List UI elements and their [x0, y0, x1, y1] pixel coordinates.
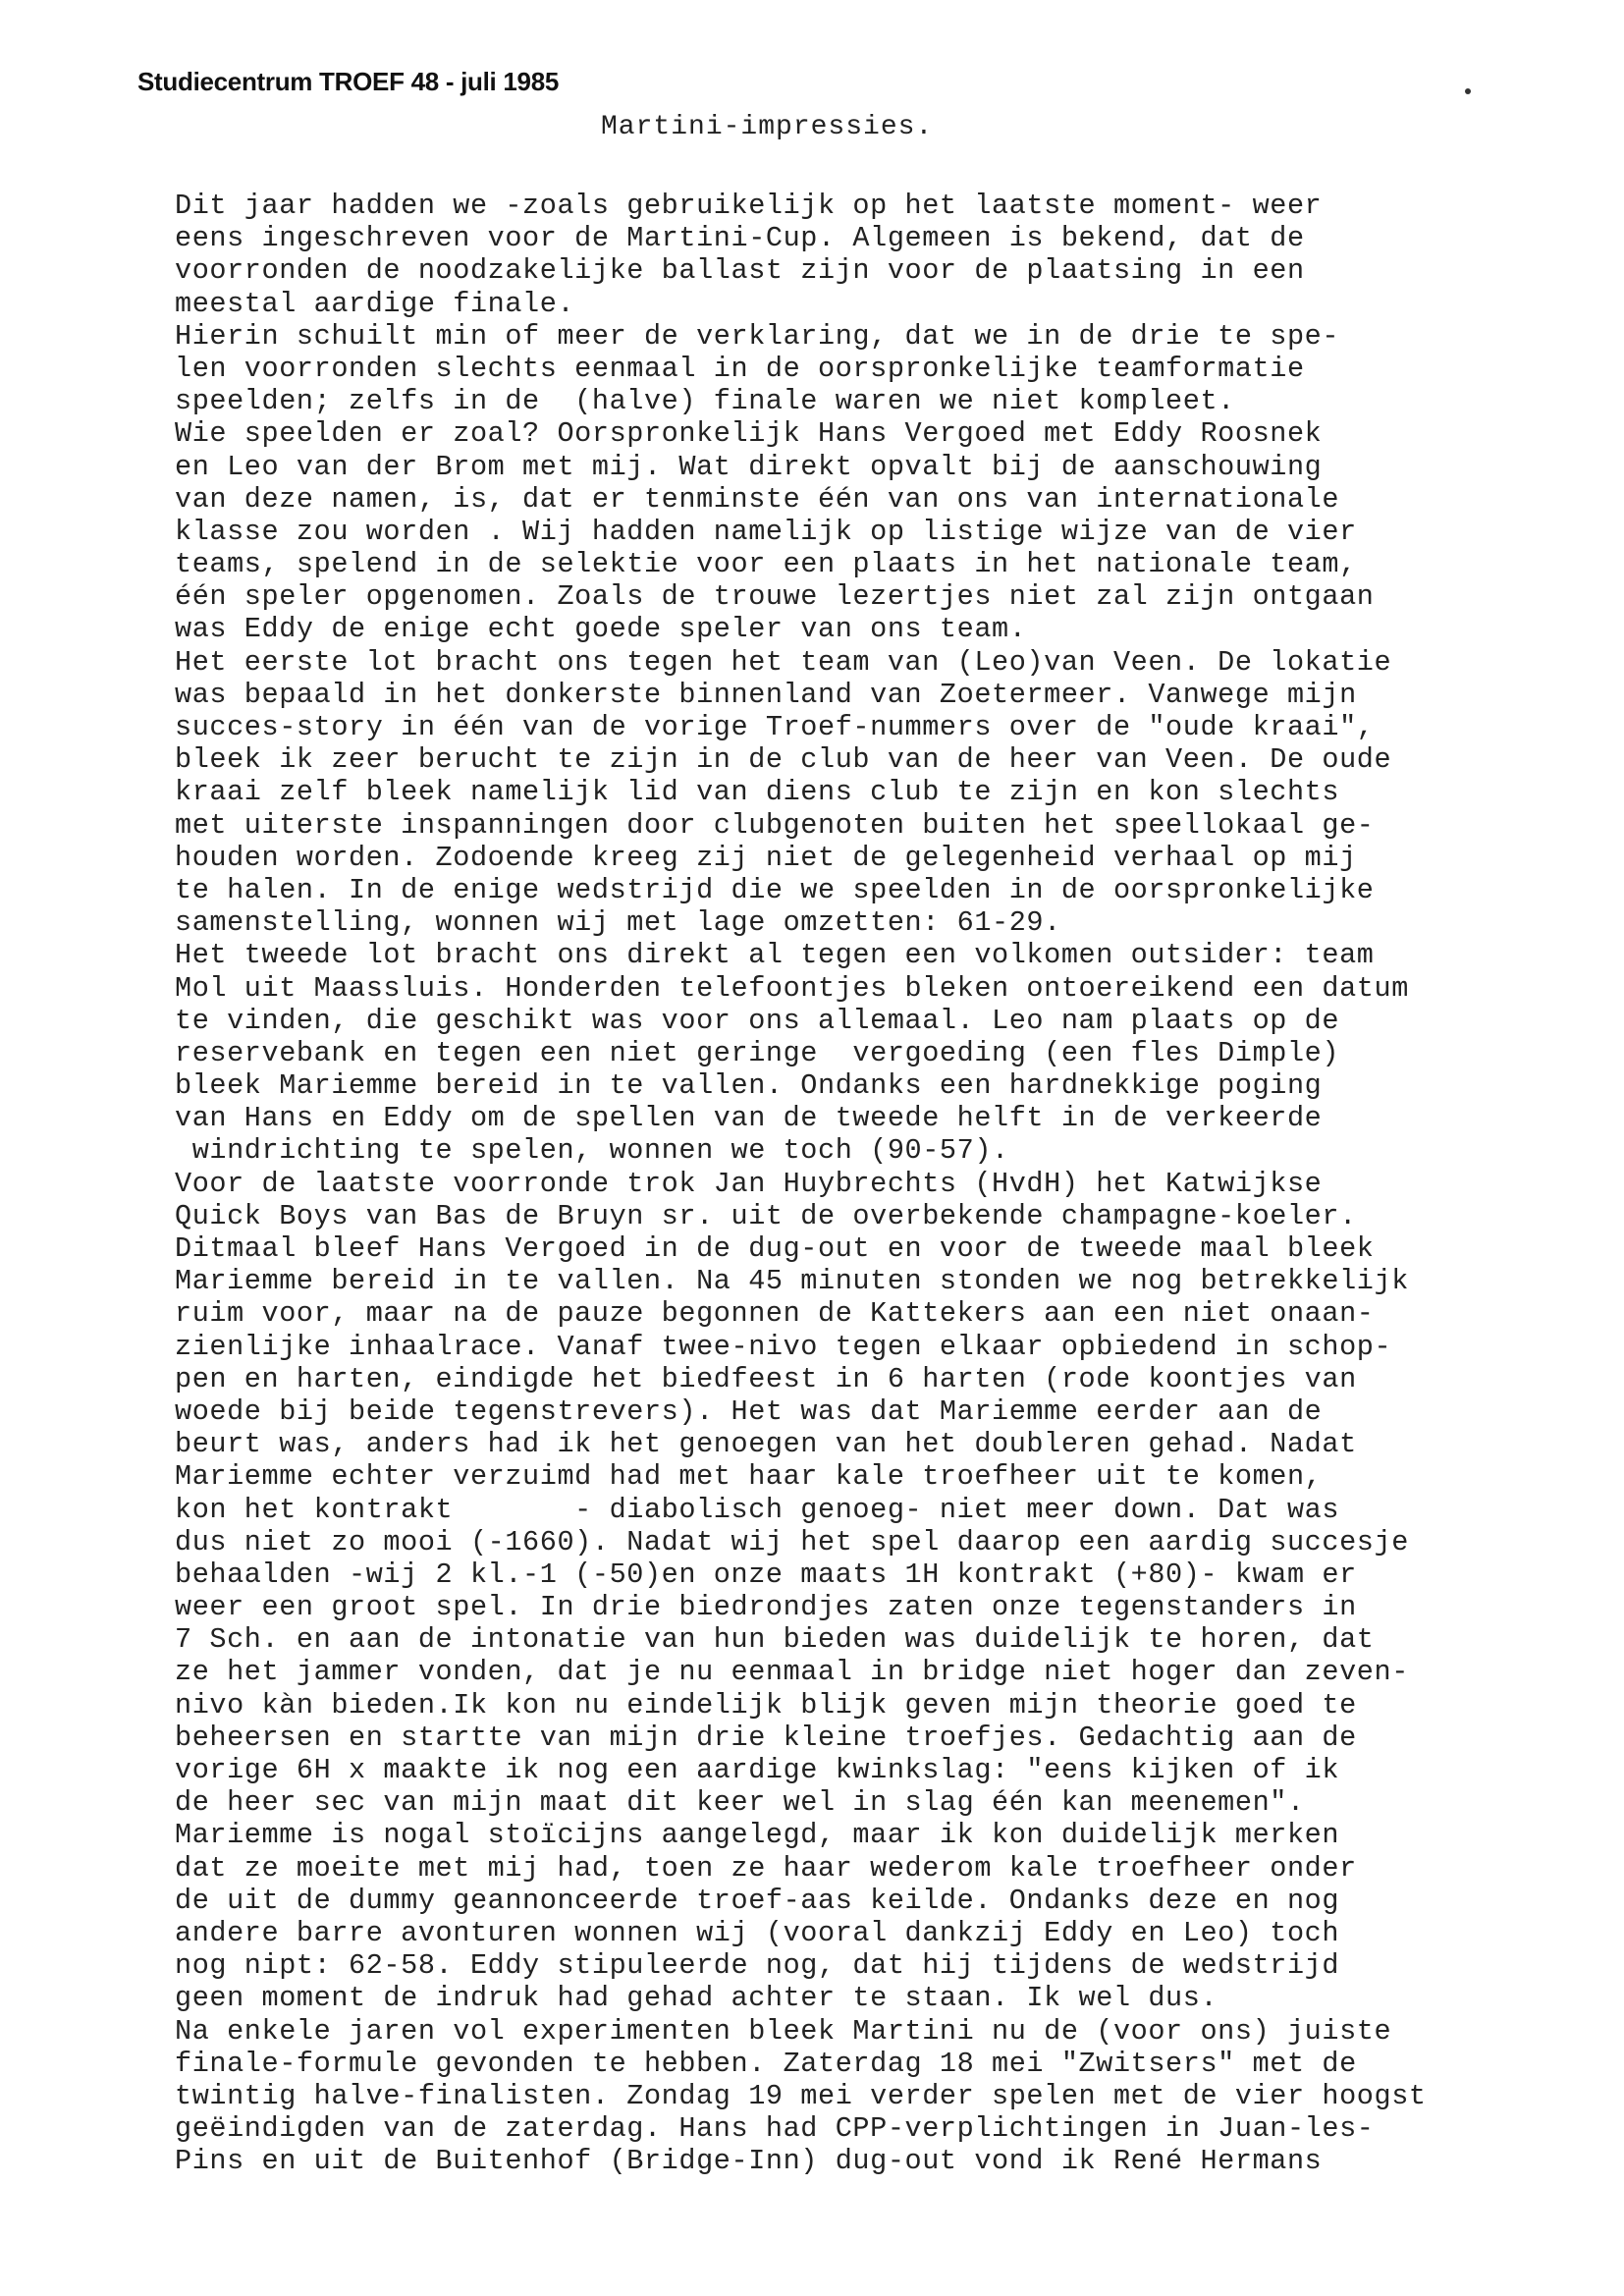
text-line: Wie speelden er zoal? Oorspronkelijk Hans Vergoed met Eddy Roosnek [175, 417, 1323, 451]
text-line: Ditmaal bleef Hans Vergoed in de dug-out en voor de tweede maal bleek [175, 1232, 1375, 1265]
text-line: kon het kontrakt - diabolisch genoeg- niet meer down. Dat was [175, 1493, 1340, 1526]
text-line: vorige 6H x maakte ik nog een aardige kwinkslag: "eens kijken of ik [175, 1754, 1340, 1786]
text-line: eens ingeschreven voor de Martini-Cup. Algemeen is bekend, dat de [175, 222, 1305, 255]
page-header: Studiecentrum TROEF 48 - juli 1985 [137, 67, 560, 96]
text-line: finale-formule gevonden te hebben. Zaterdag 18 mei "Zwitsers" met de [175, 2047, 1357, 2080]
text-line: succes-story in één van de vorige Troef-nummers over de "oude kraai", [175, 711, 1375, 743]
text-line: geëindigden van de zaterdag. Hans had CPP-verplichtingen in Juan-les- [175, 2112, 1375, 2146]
text-line: Mariemme bereid in te vallen. Na 45 minuten stonden we nog betrekkelijk [175, 1265, 1409, 1298]
text-line: ruim voor, maar na de pauze begonnen de Kattekers aan een niet onaan- [175, 1297, 1375, 1331]
text-line: reservebank en tegen een niet geringe vergoeding (een fles Dimple) [175, 1036, 1340, 1069]
text-line: Het tweede lot bracht ons direkt al tegen een volkomen outsider: team [175, 939, 1375, 972]
text-line: ze het jammer vonden, dat je nu eenmaal in bridge niet hoger dan zeven- [175, 1656, 1409, 1689]
text-line: Hierin schuilt min of meer de verklaring, dat we in de drie te spe- [175, 319, 1340, 353]
stray-mark [1465, 88, 1471, 94]
text-line: klasse zou worden . Wij hadden namelijk op listige wijze van de vier [175, 515, 1357, 548]
text-line: beheersen en startte van mijn drie kleine troefjes. Gedachtig aan de [175, 1721, 1357, 1754]
text-line: twintig halve-finalisten. Zondag 19 mei verder spelen met de vier hoogst [175, 2079, 1427, 2112]
text-line: woede bij beide tegenstrevers). Het was dat Mariemme eerder aan de [175, 1394, 1323, 1428]
text-line: 7 Sch. en aan de intonatie van hun bieden was duidelijk te horen, dat [175, 1623, 1375, 1657]
text-line: Pins en uit de Buitenhof (Bridge-Inn) dug-out vond ik René Hermans [175, 2145, 1323, 2178]
text-line: bleek Mariemme bereid in te vallen. Ondanks een hardnekkige poging [175, 1069, 1323, 1103]
text-line: len voorronden slechts eenmaal in de oorspronkelijke teamformatie [175, 352, 1305, 385]
text-line: was Eddy de enige echt goede speler van ons team. [175, 613, 1027, 646]
text-line: Quick Boys van Bas de Bruyn sr. uit de overbekende champagne-koeler. [175, 1199, 1357, 1232]
text-line: nivo kàn bieden.Ik kon nu eindelijk blijk geven mijn theorie goed te [175, 1688, 1357, 1722]
text-line: geen moment de indruk had gehad achter te staan. Ik wel dus. [175, 1982, 1218, 2015]
text-line: behaalden -wij 2 kl.-1 (-50)en onze maats 1H kontrakt (+80)- kwam er [175, 1558, 1357, 1591]
text-line: houden worden. Zodoende kreeg zij niet de gelegenheid verhaal op mij [175, 841, 1357, 874]
article-body [175, 190, 1500, 2177]
text-line: beurt was, anders had ik het genoegen van het doubleren gehad. Nadat [175, 1428, 1357, 1461]
text-line: kraai zelf bleek namelijk lid van diens club te zijn en kon slechts [175, 776, 1340, 809]
text-line: bleek ik zeer berucht te zijn in de club van de heer van Veen. De oude [175, 743, 1392, 777]
text-line: voorronden de noodzakelijke ballast zijn voor de plaatsing in een [175, 254, 1305, 288]
text-line: te vinden, die geschikt was voor ons allemaal. Leo nam plaats op de [175, 1004, 1340, 1037]
text-line: samenstelling, wonnen wij met lage omzetten: 61-29. [175, 906, 1061, 940]
text-line: was bepaald in het donkerste binnenland van Zoetermeer. Vanwege mijn [175, 678, 1357, 711]
text-line: Dit jaar hadden we -zoals gebruikelijk op het laatste moment- weer [175, 190, 1323, 222]
text-line: Na enkele jaren vol experimenten bleek Martini nu de (voor ons) juiste [175, 2014, 1392, 2048]
text-line: windrichting te spelen, wonnen we toch (90-57). [175, 1134, 1009, 1168]
text-line: van deze namen, is, dat er tenminste één van ons van internationale [175, 482, 1340, 516]
text-line: Mariemme is nogal stoïcijns aangelegd, maar ik kon duidelijk merken [175, 1819, 1340, 1852]
text-line: zienlijke inhaalrace. Vanaf twee-nivo tegen elkaar opbiedend in schop- [175, 1330, 1392, 1363]
text-line: speelden; zelfs in de (halve) finale waren we niet kompleet. [175, 385, 1235, 418]
text-line: dus niet zo mooi (-1660). Nadat wij het spel daarop een aardig succesje [175, 1525, 1409, 1558]
text-line: weer een groot spel. In drie biedrondjes zaten onze tegenstanders in [175, 1591, 1357, 1624]
text-line: Mariemme echter verzuimd had met haar kale troefheer uit te komen, [175, 1460, 1323, 1494]
text-line: andere barre avonturen wonnen wij (vooral dankzij Eddy en Leo) toch [175, 1916, 1340, 1949]
text-line: met uiterste inspanningen door clubgenoten buiten het speellokaal ge- [175, 808, 1375, 842]
text-line: dat ze moeite met mij had, toen ze haar wederom kale troefheer onder [175, 1851, 1357, 1885]
text-line: één speler opgenomen. Zoals de trouwe lezertjes niet zal zijn ontgaan [175, 580, 1375, 614]
text-line: de heer sec van mijn maat dit keer wel in slag één kan meenemen". [175, 1786, 1305, 1820]
text-line: nog nipt: 62-58. Eddy stipuleerde nog, dat hij tijdens de wedstrijd [175, 1949, 1340, 1983]
text-line: teams, spelend in de selektie voor een plaats in het nationale team, [175, 548, 1357, 581]
text-line: van Hans en Eddy om de spellen van de tweede helft in de verkeerde [175, 1102, 1323, 1135]
text-line: Voor de laatste voorronde trok Jan Huybrechts (HvdH) het Katwijkse [175, 1167, 1323, 1200]
text-line: te halen. In de enige wedstrijd die we speelden in de oorspronkelijke [175, 873, 1375, 906]
article-title: Martini-impressies. [601, 112, 934, 142]
text-line: en Leo van der Brom met mij. Wat direkt opvalt bij de aanschouwing [175, 450, 1323, 483]
text-line: Het eerste lot bracht ons tegen het team van (Leo)van Veen. De lokatie [175, 645, 1392, 679]
text-line: meestal aardige finale. [175, 287, 575, 320]
text-line: de uit de dummy geannonceerde troef-aas keilde. Ondanks deze en nog [175, 1884, 1340, 1917]
text-line: Mol uit Maassluis. Honderden telefoontjes bleken ontoereikend een datum [175, 971, 1409, 1005]
text-line: pen en harten, eindigde het biedfeest in 6 harten (rode koontjes van [175, 1362, 1357, 1395]
